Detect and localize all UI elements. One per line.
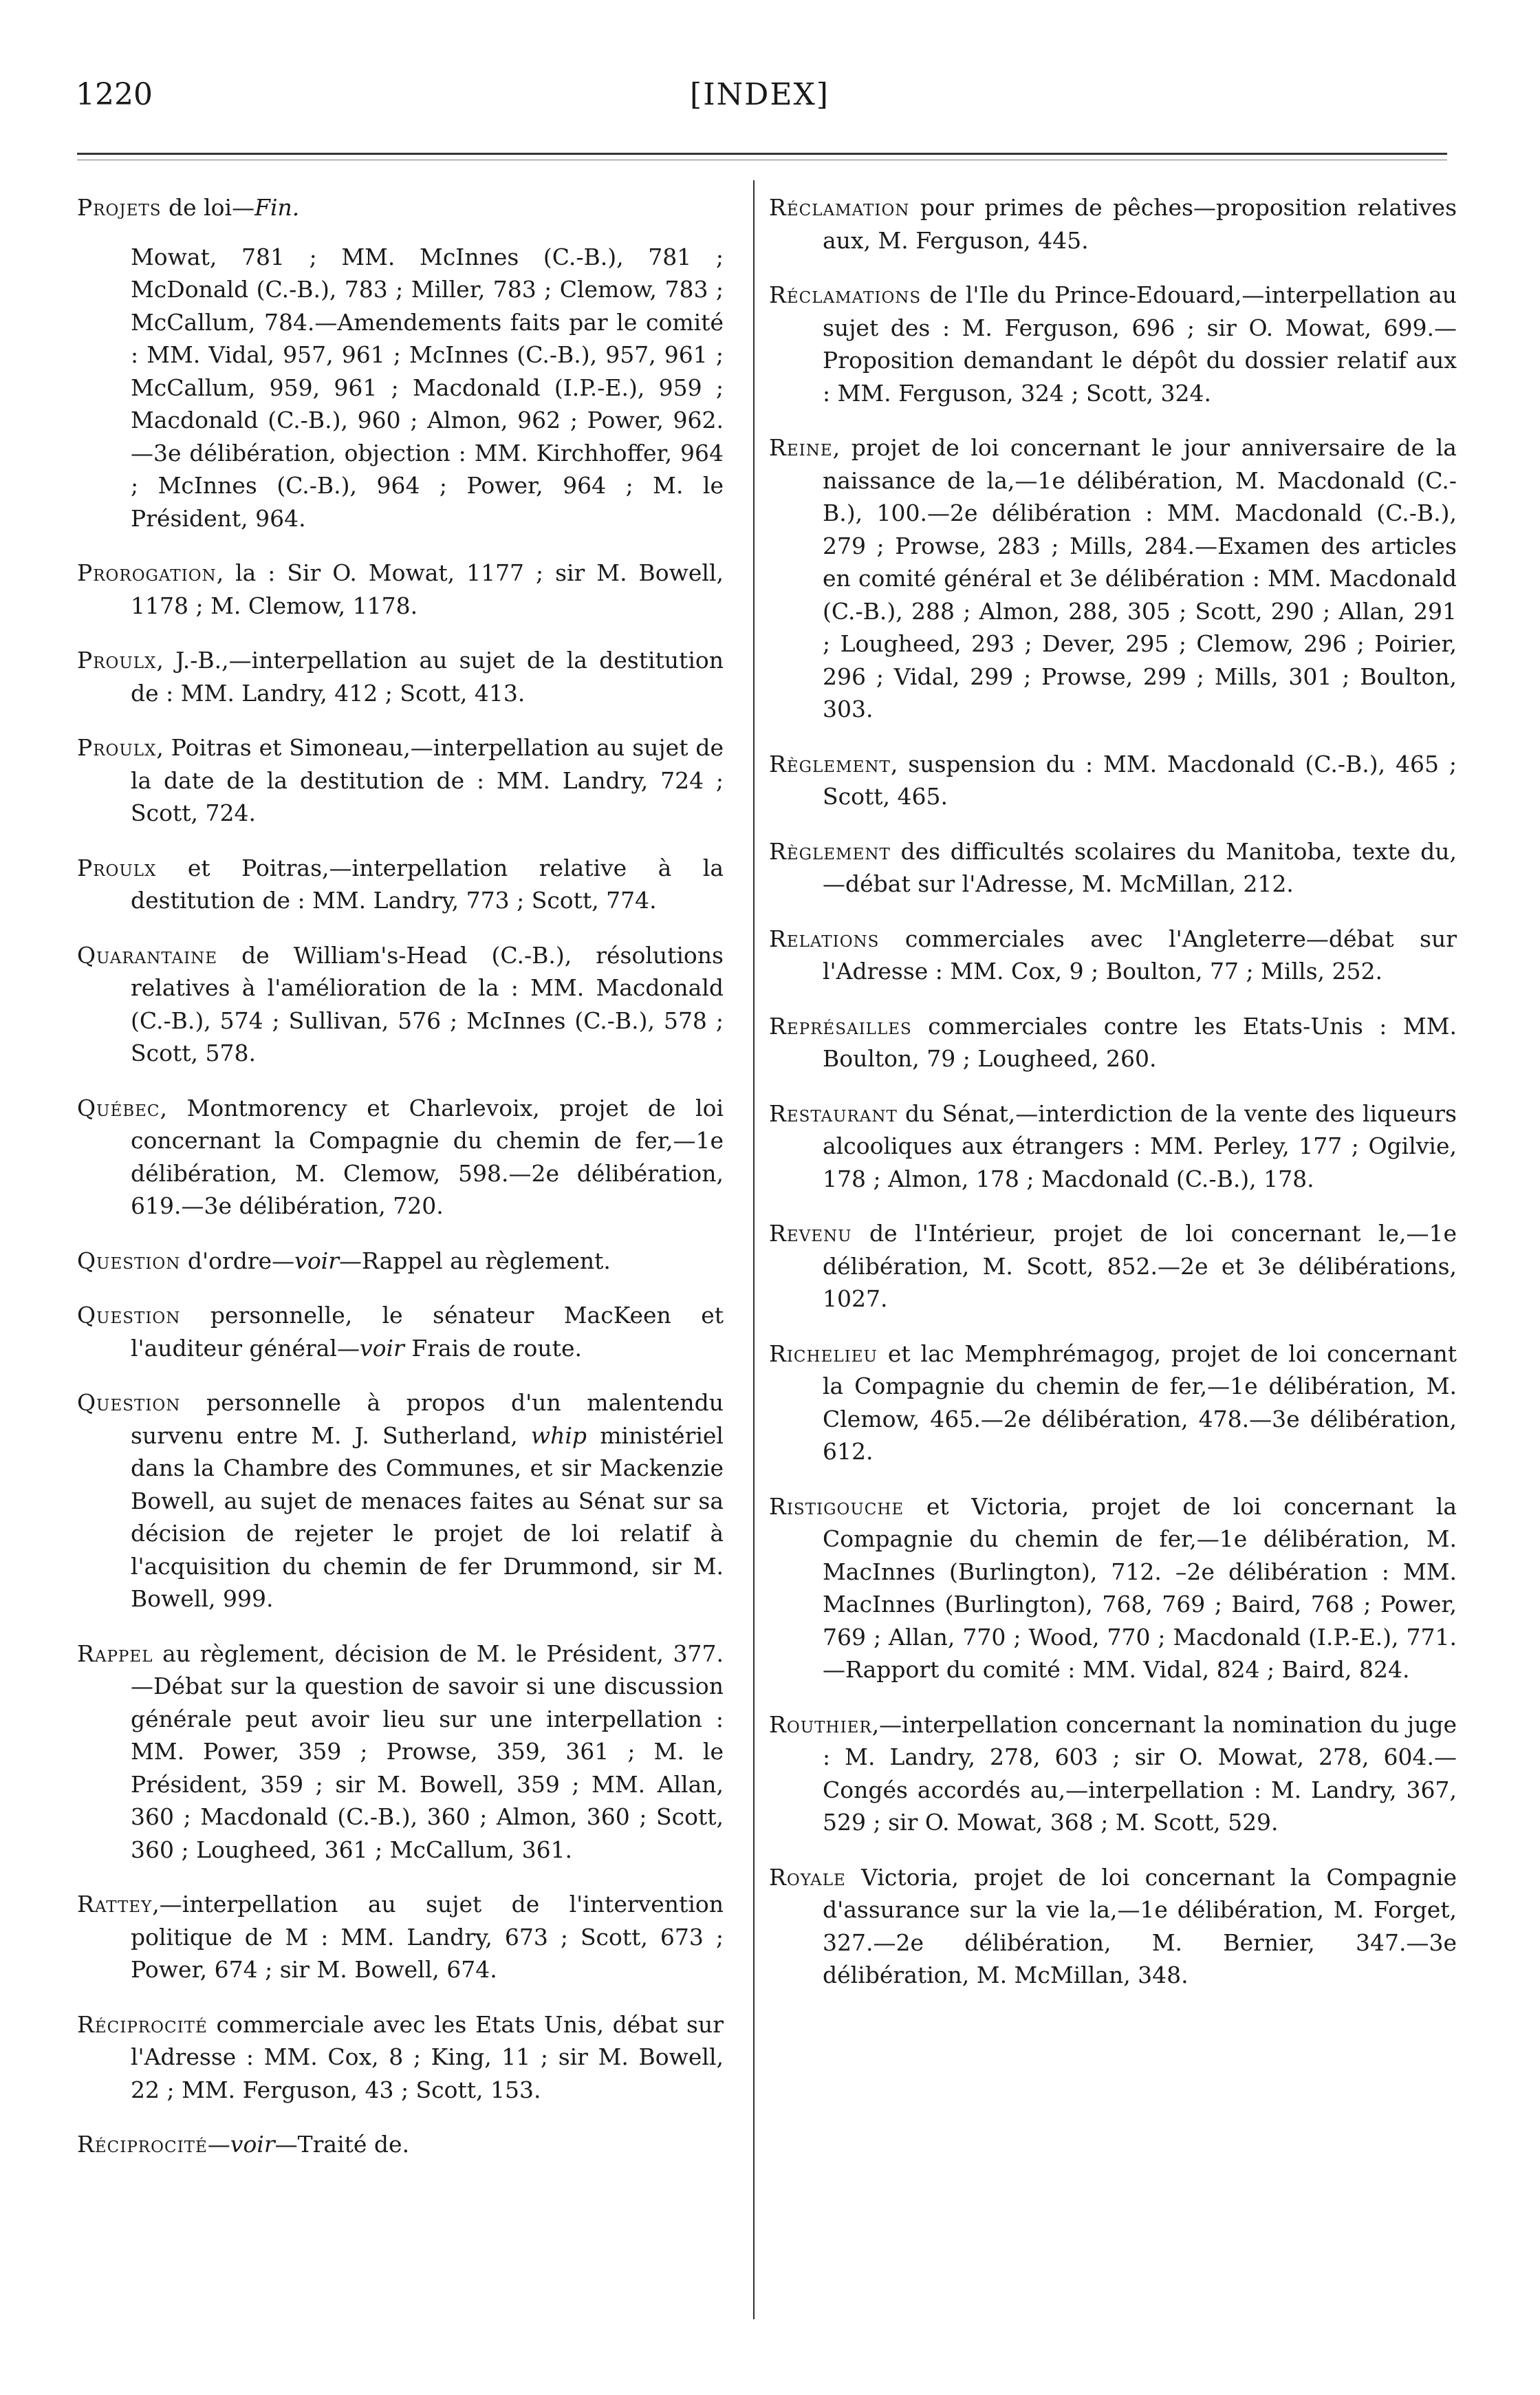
entry-italic: voir xyxy=(230,2131,275,2158)
entry-text: , Montmorency et Charlevoix, projet de loi concernant la Compagnie du chemin de fer,—1e délibération, M. Clemow, 598.—2e délibération, 619.—3e délibération, 720. xyxy=(131,1094,724,1219)
index-entry xyxy=(77,241,724,535)
entry-keyword: Réciprocité xyxy=(77,2131,208,2158)
entry-text: de loi— xyxy=(161,194,255,221)
index-entry xyxy=(769,1861,1457,1992)
index-entry xyxy=(77,1245,724,1278)
entry-text: ,—interpellation au sujet de l'intervention politique de M : MM. Landry, 673 ; Scott, 673 ; Power, 674 ; sir M. Bowell, 674. xyxy=(131,1891,724,1983)
entry-keyword: Règlement xyxy=(769,750,891,777)
entry-keyword: Revenu xyxy=(769,1220,852,1247)
index-entry xyxy=(769,1338,1457,1468)
entry-text: , projet de loi concernant le jour anniversaire de la naissance de la,—1e délibération, M. Macdonald (C.-B.), 100.—2e délibération : MM. Macdonald (C.-B.), 279 ; Prowse, 283 ; Mills, 284.—Examen des articles en comité général et 3e délibération : MM. Macdonald (C.-B.), 288 ; Almon, 288, 305 ; Scott, 290 ; Allan, 291 ; Lougheed, 293 ; Dever, 295 ; Clemow, 296 ; Poirier, 296 ; Vidal, 299 ; Prowse, 299 ; Mills, 301 ; Boulton, 303. xyxy=(823,434,1457,722)
index-entry xyxy=(769,1010,1457,1075)
entry-text: commerciale avec les Etats Unis, débat sur l'Adresse : MM. Cox, 8 ; King, 11 ; sir M. Bowell, 22 ; MM. Ferguson, 43 ; Scott, 153. xyxy=(131,2010,724,2103)
entry-keyword: Québec xyxy=(77,1094,160,1121)
entry-text: pour primes de pêches—proposition relatives aux, M. Ferguson, 445. xyxy=(823,194,1457,254)
index-entry xyxy=(769,835,1457,901)
right-column xyxy=(769,191,1457,2340)
entry-italic: voir xyxy=(294,1247,340,1274)
header-rule xyxy=(77,153,1447,155)
entry-text: Frais de route. xyxy=(404,1334,582,1362)
index-entry xyxy=(769,748,1457,813)
index-entry xyxy=(769,191,1457,257)
entry-keyword: Reine xyxy=(769,434,833,461)
index-entry xyxy=(77,1637,724,1867)
entry-text: de William's-Head (C.-B.), résolutions relatives à l'amélioration de la : MM. Macdonald (C.-B.), 574 ; Sullivan, 576 ; McInnes (C.-B.), 578 ; Scott, 578. xyxy=(131,941,724,1066)
entry-text: du Sénat,—interdiction de la vente des liqueurs alcooliques aux étrangers : MM. Perley, 177 ; Ogilvie, 178 ; Almon, 178 ; Macdonald (C.-B.), 178. xyxy=(823,1099,1457,1192)
index-entry xyxy=(77,644,724,709)
entry-keyword: Question xyxy=(77,1247,181,1274)
entry-text: des difficultés scolaires du Manitoba, texte du,—débat sur l'Adresse, M. McMillan, 212. xyxy=(823,837,1457,897)
entry-keyword: Richelieu xyxy=(769,1340,878,1367)
entry-text: , J.-B.,—interpellation au sujet de la destitution de : MM. Landry, 412 ; Scott, 413. xyxy=(131,647,724,707)
entry-keyword: Réclamations xyxy=(769,281,922,308)
entry-keyword: Quarantaine xyxy=(77,941,218,969)
entry-keyword: Routhier xyxy=(769,1710,872,1738)
entry-keyword: Réclamation xyxy=(769,194,910,221)
page-header xyxy=(76,77,1444,118)
entry-text: , Poitras et Simoneau,—interpellation au sujet de la date de la destitution de : MM. Landry, 724 ; Scott, 724. xyxy=(131,734,724,826)
index-entry xyxy=(77,939,724,1070)
entry-text: d'ordre— xyxy=(180,1247,295,1274)
entry-text: —Rappel au règlement. xyxy=(339,1247,611,1274)
entry-keyword: Proulx xyxy=(77,647,157,674)
index-entry xyxy=(769,1217,1457,1315)
index-entry xyxy=(77,191,724,224)
index-entry xyxy=(769,1097,1457,1196)
entry-text: au règlement, décision de M. le Président, 377.—Débat sur la question de savoir si une discussion générale peut avoir lieu sur une interpellation : MM. Power, 359 ; Prowse, 359, 361 ; M. le Président, 359 ; sir M. Bowell, 359 ; MM. Allan, 360 ; Macdonald (C.-B.), 360 ; Almon, 360 ; Scott, 360 ; Lougheed, 361 ; McCallum, 361. xyxy=(131,1640,724,1863)
entry-keyword: Royale xyxy=(769,1863,846,1891)
index-entry xyxy=(77,1386,724,1615)
entry-keyword: Règlement xyxy=(769,837,891,865)
entry-keyword: Rappel xyxy=(77,1640,153,1667)
entry-italic: Fin. xyxy=(254,194,300,221)
entry-text: commerciales contre les Etats-Unis : MM. Boulton, 79 ; Lougheed, 260. xyxy=(823,1012,1457,1072)
entry-text: personnelle à propos d'un malentendu survenu entre M. J. Sutherland, xyxy=(131,1389,724,1449)
entry-keyword: Ristigouche xyxy=(769,1492,904,1520)
entry-keyword: Rattey xyxy=(77,1891,153,1918)
entry-text: , la : Sir O. Mowat, 1177 ; sir M. Bowell, 1178 ; M. Clemow, 1178. xyxy=(131,559,724,619)
left-column xyxy=(77,191,724,2340)
index-entry xyxy=(769,923,1457,988)
entry-text: — xyxy=(207,2131,230,2158)
entry-keyword: Proulx xyxy=(77,854,157,881)
entry-text: ministériel dans la Chambre des Communes, et sir Mackenzie Bowell, au sujet de menaces faites au Sénat sur sa décision de rejeter le projet de loi relatif à l'acquisition du chemin de fer Drummond, sir M. Bowell, 999. xyxy=(131,1421,724,1612)
index-entry xyxy=(769,279,1457,409)
running-title: [INDEX] xyxy=(690,77,829,112)
index-entry xyxy=(77,852,724,917)
entry-text: de l'Intérieur, projet de loi concernant le,—1e délibération, M. Scott, 852.—2e et 3e délibérations, 1027. xyxy=(823,1220,1457,1312)
entry-text: commerciales avec l'Angleterre—débat sur l'Adresse : MM. Cox, 9 ; Boulton, 77 ; Mills, 252. xyxy=(823,925,1457,985)
entry-text: et Poitras,—interpellation relative à la destitution de : MM. Landry, 773 ; Scott, 774. xyxy=(131,854,724,914)
index-entry xyxy=(77,1299,724,1364)
index-entry xyxy=(769,1490,1457,1686)
entry-text: personnelle, le sénateur MacKeen et l'auditeur général— xyxy=(131,1302,724,1362)
entry-text: de l'Ile du Prince-Edouard,—interpellation au sujet des : M. Ferguson, 696 ; sir O. Mowat, 699.—Proposition demandant le dépôt du dossier relatif aux : MM. Ferguson, 324 ; Scott, 324. xyxy=(823,281,1457,407)
index-entry xyxy=(77,557,724,622)
entry-text: , suspension du : MM. Macdonald (C.-B.), 465 ; Scott, 465. xyxy=(823,750,1457,810)
page-number: 1220 xyxy=(76,77,153,112)
entry-text: et lac Memphrémagog, projet de loi concernant la Compagnie du chemin de fer,—1e délibération, M. Clemow, 465.—2e délibération, 478.—3e délibération, 612. xyxy=(823,1340,1457,1465)
entry-keyword: Restaurant xyxy=(769,1099,898,1127)
index-entry xyxy=(77,2008,724,2107)
entry-text: Mowat, 781 ; MM. McInnes (C.-B.), 781 ; McDonald (C.-B.), 783 ; Miller, 783 ; Clemow, 783 ; McCallum, 784.—Amendements faits par le comité : MM. Vidal, 957, 961 ; McInnes (C.-B.), 957, 961 ; McCallum, 959, 961 ; Macdonald (I.P.-E.), 959 ; Macdonald (C.-B.), 960 ; Almon, 962 ; Power, 962.—3e délibération, objection : MM. Kirchhoffer, 964 ; McInnes (C.-B.), 964 ; Power, 964 ; M. le Président, 964. xyxy=(131,243,724,532)
entry-keyword: Projets xyxy=(77,194,162,221)
entry-keyword: Prorogation xyxy=(77,559,217,586)
index-entry xyxy=(769,431,1457,726)
index-entry xyxy=(77,731,724,830)
entry-text: —Traité de. xyxy=(274,2131,410,2158)
entry-keyword: Réciprocité xyxy=(77,2010,208,2038)
index-entry xyxy=(77,2128,724,2161)
entry-keyword: Relations xyxy=(769,925,880,952)
entry-italic: whip xyxy=(530,1421,587,1449)
index-entry xyxy=(77,1888,724,1986)
entry-text: ,—interpellation concernant la nomination du juge : M. Landry, 278, 603 ; sir O. Mowat, 278, 604.—Congés accordés au,—interpellation : M. Landry, 367, 529 ; sir O. Mowat, 368 ; M. Scott, 529. xyxy=(823,1710,1457,1836)
column-divider xyxy=(753,180,755,2319)
entry-text: et Victoria, projet de loi concernant la Compagnie du chemin de fer,—1e délibération, M. MacInnes (Burlington), 712. –2e délibération : MM. MacInnes (Burlington), 768, 769 ; Baird, 768 ; Power, 769 ; Allan, 770 ; Wood, 770 ; Macdonald (I.P.-E.), 771.—Rapport du comité : MM. Vidal, 824 ; Baird, 824. xyxy=(823,1492,1457,1683)
entry-keyword: Proulx xyxy=(77,734,157,761)
entry-keyword: Question xyxy=(77,1302,181,1329)
entry-keyword: Représailles xyxy=(769,1012,912,1040)
index-entry xyxy=(77,1092,724,1223)
entry-text: Victoria, projet de loi concernant la Compagnie d'assurance sur la vie la,—1e délibération, M. Forget, 327.—2e délibération, M. Bernier, 347.—3e délibération, M. McMillan, 348. xyxy=(823,1863,1457,1988)
entry-italic: voir xyxy=(359,1334,404,1362)
entry-keyword: Question xyxy=(77,1389,181,1416)
index-entry xyxy=(769,1708,1457,1839)
